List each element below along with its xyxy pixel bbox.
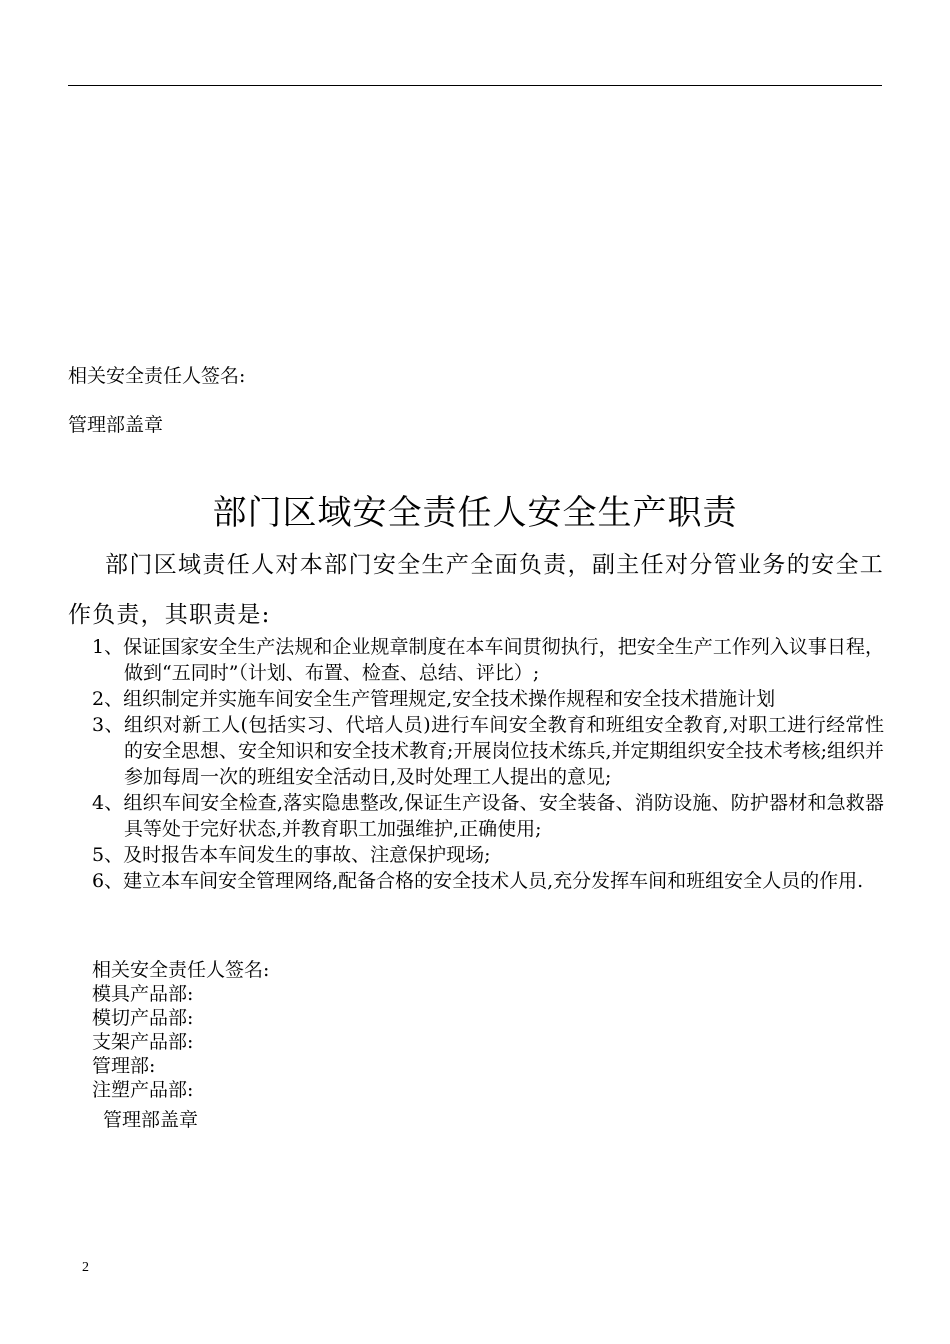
signature-line-bracket: 支架产品部: xyxy=(92,1031,194,1053)
duty-item-2: 2、组织制定并实施车间安全生产管理规定,安全技术操作规程和安全技术措施计划 xyxy=(92,688,776,710)
signature-line-injection: 注塑产品部: xyxy=(92,1079,194,1101)
signature-block xyxy=(92,958,269,1102)
duty-item-1: 1、保证国家安全生产法规和企业规章制度在本车间贯彻执行，把安全生产工作列入议事日程，做到“五同时”（计划、布置、检查、总结、评比）; xyxy=(92,636,884,684)
intro-paragraph: 部门区域责任人对本部门安全生产全面负责，副主任对分管业务的安全工作负责，其职责是: xyxy=(68,552,884,628)
signature-line-management: 管理部: xyxy=(92,1055,156,1077)
page-number: 2 xyxy=(82,1260,89,1275)
duties-list xyxy=(92,634,884,894)
duty-item-5: 5、及时报告本车间发生的事故、注意保护现场; xyxy=(92,844,491,866)
document-title: 部门区域安全责任人安全生产职责 xyxy=(212,493,738,533)
signature-line-mold: 模具产品部: xyxy=(92,983,194,1005)
duty-item-6: 6、建立本车间安全管理网络,配备合格的安全技术人员,充分发挥车间和班组安全人员的作用. xyxy=(92,870,864,892)
duty-item-4: 4、组织车间安全检查,落实隐患整改,保证生产设备、安全装备、消防设施、防护器材和急救器具等处于完好状态,并教育职工加强维护,正确使用; xyxy=(92,792,884,840)
signature-line-die-cut: 模切产品部: xyxy=(92,1007,194,1029)
header-rule xyxy=(68,85,882,86)
duty-item-3: 3、组织对新工人(包括实习、代培人员)进行车间安全教育和班组安全教育,对职工进行经常性的安全思想、安全知识和安全技术教育;开展岗位技术练兵,并定期组织安全技术考核;组织并参加每周一次的班组安全活动日,及时处理工人提出的意见; xyxy=(92,714,884,788)
seal-label-bottom: 管理部盖章 xyxy=(103,1109,199,1131)
signature-label-top: 相关安全责任人签名: xyxy=(68,365,246,387)
signature-heading: 相关安全责任人签名: xyxy=(92,959,270,981)
seal-label-top: 管理部盖章 xyxy=(68,414,164,436)
